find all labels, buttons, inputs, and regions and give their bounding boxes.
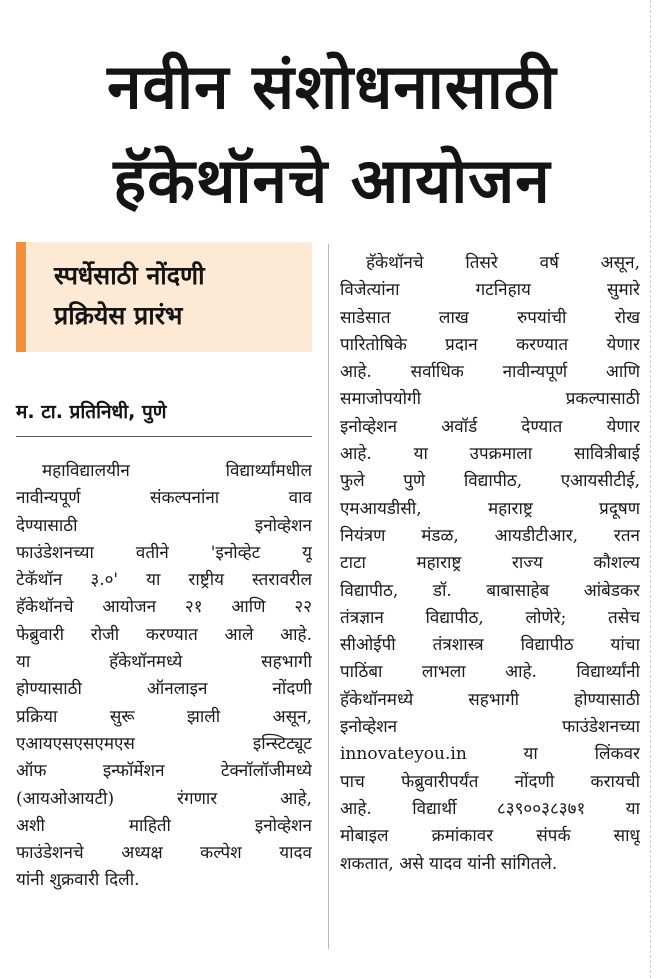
body-line: फुले पुणे विद्यापीठ, एआयसीटीई, (340, 471, 640, 492)
body-line: हॅकेथॉनचे आयोजन २१ आणि २२ (16, 597, 312, 618)
body-line: पाच फेब्रुवारीपर्यंत नोंदणी करायची (340, 771, 640, 792)
byline: म. टा. प्रतिनिधी, पुणे (16, 401, 167, 423)
body-line: टाटा महाराष्ट्र राज्य कौशल्य (340, 553, 640, 574)
body-line: होण्यासाठी ऑनलाइन नोंदणी (16, 679, 312, 700)
subheadline-line-2: प्रक्रियेस प्रारंभ (54, 301, 183, 330)
body-column-2 (340, 250, 640, 878)
body-line: तंत्रज्ञान विद्यापीठ, लोणेरे; तसेच (340, 607, 640, 628)
page-edge-divider (650, 0, 652, 978)
body-line: महाविद्यालयीन विद्यार्थ्यांमधील (42, 461, 312, 481)
body-line: नियंत्रण मंडळ, आयडीटीआर, रतन (340, 525, 640, 546)
body-line: फाउंडेशनच्या वतीने 'इनोव्हेट यू (16, 542, 312, 563)
body-line: पाठिंबा लाभला आहे. विद्यार्थ्यांनी (340, 662, 640, 683)
byline-divider (16, 436, 312, 437)
body-line: आहे. सर्वाधिक नावीन्यपूर्ण आणि (340, 362, 640, 383)
body-line: इनोव्हेशन फाउंडेशनच्या (340, 717, 640, 738)
body-line: फेब्रुवारी रोजी करण्यात आले आहे. (16, 624, 312, 645)
body-line: (आयओआयटी) रंगणार आहे, (16, 788, 312, 809)
body-line: innovateyou.in या लिंकवर (340, 744, 640, 765)
subheadline-line-1: स्पर्धेसाठी नोंदणी (54, 261, 205, 290)
body-line: फाउंडेशनचे अध्यक्ष कल्पेश यादव (16, 843, 312, 864)
body-line: नावीन्यपूर्ण संकल्पनांना वाव (16, 488, 312, 509)
body-line: पारितोषिके प्रदान करण्यात येणार (340, 334, 640, 355)
body-line: साडेसात लाख रुपयांची रोख (340, 307, 640, 328)
body-line: समाजोपयोगी प्रकल्पासाठी (340, 389, 640, 410)
headline (0, 40, 664, 228)
body-line: आहे. विद्यार्थी ८३९००३८३७१ या (340, 798, 640, 819)
column-divider (328, 244, 329, 949)
body-line: एमआयडीसी, महाराष्ट्र प्रदूषण (340, 498, 640, 519)
body-line: एआयएसएसएमएस इन्स्टिट्यूट (16, 733, 312, 754)
body-line: अशी माहिती इनोव्हेशन (16, 815, 312, 836)
body-line: या हॅकेथॉनमध्ये सहभागी (16, 652, 312, 673)
body-line: विद्यापीठ, डॉ. बाबासाहेब आंबेडकर (340, 580, 640, 601)
body-line: यांनी शुक्रवारी दिली. (16, 870, 140, 891)
body-line: टेकॅथॉन ३.०' या राष्ट्रीय स्तरावरील (16, 570, 312, 591)
body-line: मोबाइल क्रमांकावर संपर्क साधू (340, 826, 640, 847)
body-line: प्रक्रिया सुरू झाली असून, (16, 706, 312, 727)
body-line: विजेत्यांना गटनिहाय सुमारे (340, 280, 640, 301)
body-line: शकतात, असे यादव यांनी सांगितले. (340, 853, 558, 874)
body-column-1 (16, 458, 312, 895)
body-line: ऑफ इन्फॉर्मेशन टेक्नॉलॉजीमध्ये (16, 761, 312, 782)
headline-line-2: हॅकेथॉनचे आयोजन (113, 144, 551, 217)
headline-line-1: नवीन संशोधनासाठी (107, 50, 557, 123)
body-line: आहे. या उपक्रमाला सावित्रीबाई (340, 444, 640, 465)
body-line: हॅकेथॉनचे तिसरे वर्ष असून, (366, 253, 640, 273)
body-line: हॅकेथॉनमध्ये सहभागी होण्यासाठी (340, 689, 640, 710)
body-line: सीओईपी तंत्रशास्त्र विद्यापीठ यांचा (340, 635, 640, 656)
subheadline-box (16, 242, 312, 352)
body-line: इनोव्हेशन अवॉर्ड देण्यात येणार (340, 416, 640, 437)
body-line: देण्यासाठी इनोव्हेशन (16, 515, 312, 536)
